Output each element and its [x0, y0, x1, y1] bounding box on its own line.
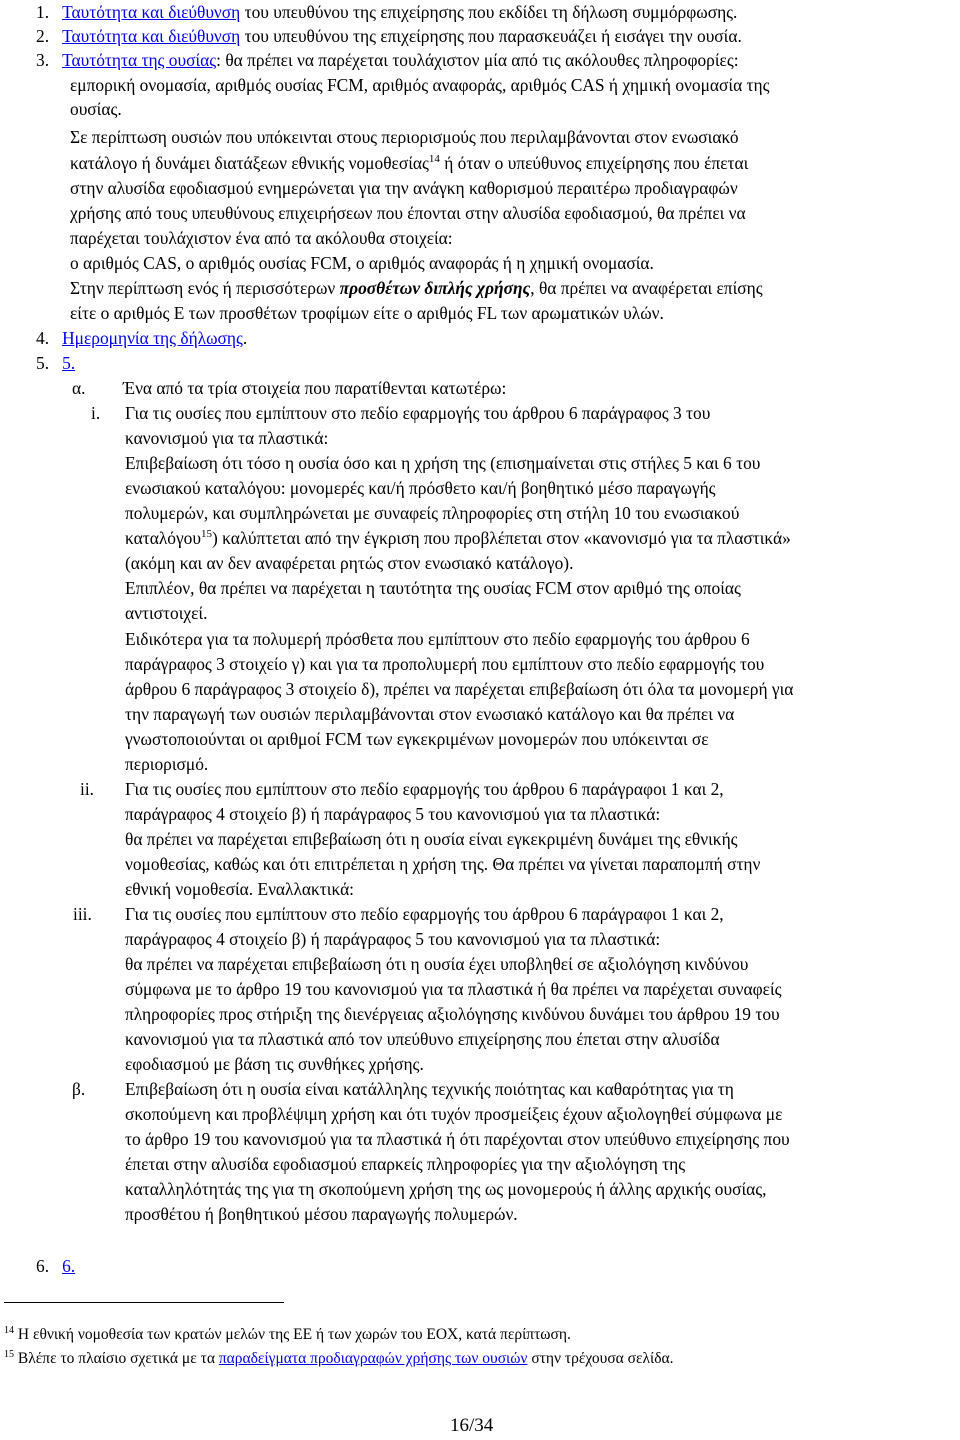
text-line: γνωστοποιούνται οι αριθμοί FCM των εγκεκριμένων μονομερών που υπόκεινται σε: [125, 729, 709, 749]
text-line: ενωσιακού καταλόγου: μονομερές και/ή πρόσθετο και/ή βοηθητικό μέσο παραγωγής: [125, 478, 716, 498]
text-line: θα πρέπει να παρέχεται επιβεβαίωση ότι η ουσία έχει υποβληθεί σε αξιολόγηση κινδύνου: [125, 954, 749, 974]
sub-item-alpha-label: α.: [72, 378, 86, 398]
footnote-text: Η εθνική νομοθεσία των κρατών μελών της ΕΕ ή των χωρών του ΕΟΧ, κατά περίπτωση.: [14, 1326, 571, 1343]
text-line: περιορισμό.: [125, 754, 209, 774]
text-line: την παραγωγή των ουσιών περιλαμβάνονται στον ενωσιακό κατάλογο και θα πρέπει να: [125, 704, 735, 724]
text-line: [125, 526, 791, 550]
declaration-date-link[interactable]: Ημερομηνία της δήλωσης: [62, 328, 243, 348]
text-line: [70, 276, 763, 300]
text-line: σύμφωνα με το άρθρο 19 του κανονισμού για τα πλαστικά ή θα πρέπει να παρέχεται συναφείς: [125, 979, 782, 999]
text-line: κανονισμού για τα πλαστικά:: [125, 428, 329, 448]
text-line: θα πρέπει να παρέχεται επιβεβαίωση ότι η ουσία είναι εγκεκριμένη δυνάμει της εθνικής: [125, 829, 738, 849]
page-number: 16/34: [450, 1415, 494, 1436]
item-number: 5.: [36, 353, 50, 373]
footnote-text: Βλέπε το πλαίσιο σχετικά με τα: [14, 1350, 219, 1367]
text-fragment: ή όταν ο υπεύθυνος επιχείρησης που έπεται: [439, 153, 749, 173]
dual-use-additives-term: προσθέτων διπλής χρήσης: [339, 278, 531, 298]
text-line: Ειδικότερα για τα πολυμερή πρόσθετα που εμπίπτουν στο πεδίο εφαρμογής του άρθρου 6: [125, 629, 750, 649]
text-line: παρέχεται τουλάχιστον ένα από τα ακόλουθα στοιχεία:: [70, 228, 453, 248]
text-line: αντιστοιχεί.: [125, 603, 208, 623]
item-text: .: [242, 328, 248, 348]
text-line: εφοδιασμού με βάση τις συνθήκες χρήσης.: [125, 1054, 424, 1074]
text-fragment: καταλόγου: [125, 528, 201, 548]
text-line: Σε περίπτωση ουσιών που υπόκεινται στους περιορισμούς που περιλαμβάνονται στον ενωσιακό: [70, 127, 739, 147]
footnote-ref-15[interactable]: 15: [200, 528, 212, 541]
footnote-ref-14[interactable]: 14: [428, 153, 440, 166]
text-line: [70, 151, 748, 175]
footnote-text: στην τρέχουσα σελίδα.: [527, 1350, 674, 1367]
item-number: 1.: [36, 2, 50, 22]
list-item-1: [36, 0, 737, 24]
roman-label-ii: ii.: [80, 779, 95, 799]
list-item-3: [36, 48, 739, 72]
footnote-number: 15: [4, 1348, 14, 1360]
text-line: εθνική νομοθεσία. Εναλλακτικά:: [125, 879, 355, 899]
sub-item-beta-label: β.: [72, 1079, 86, 1099]
footnote-15: [4, 1348, 674, 1370]
text-line: παράγραφος 4 στοιχείο β) ή παράγραφος 5 του κανονισμού για τα πλαστικά:: [125, 929, 661, 949]
item-number: 6.: [36, 1256, 50, 1276]
text-line: Για τις ουσίες που εμπίπτουν στο πεδίο εφαρμογής του άρθρου 6 παράγραφοι 1 και 2,: [125, 904, 724, 924]
item-6-link[interactable]: 6.: [62, 1256, 76, 1276]
substance-identity-link[interactable]: Ταυτότητα της ουσίας: [62, 50, 217, 70]
list-item-5: [36, 351, 75, 375]
list-item-2: [36, 24, 742, 48]
text-fragment: ) καλύπτεται από την έγκριση που προβλέπεται στον «κανονισμό για τα πλαστικά»: [211, 528, 791, 548]
text-fragment: , θα πρέπει να αναφέρεται επίσης: [530, 278, 763, 298]
text-line: προσθέτου ή βοηθητικού μέσου παραγωγής πολυμερών.: [125, 1204, 518, 1224]
item-text: του υπευθύνου της επιχείρησης που εκδίδει τη δήλωση συμμόρφωσης.: [240, 2, 738, 22]
text-line: παράγραφος 3 στοιχείο γ) και για τα προπολυμερή που εμπίπτουν στο πεδίο εφαρμογής του: [125, 654, 765, 674]
text-line: ουσίας.: [70, 99, 122, 119]
footnote-number: 14: [4, 1324, 14, 1336]
text-line: άρθρου 6 παράγραφος 3 στοιχείο δ), πρέπει να παρέχεται επιβεβαίωση ότι όλα τα μονομερή για: [125, 679, 794, 699]
footnote-separator: [4, 1302, 284, 1303]
roman-label-iii: iii.: [73, 904, 92, 924]
text-line: είτε ο αριθμός Ε των προσθέτων τροφίμων είτε ο αριθμός FL των αρωματικών υλών.: [70, 303, 664, 323]
item-text: : θα πρέπει να παρέχεται τουλάχιστον μία από τις ακόλουθες πληροφορίες:: [216, 50, 739, 70]
text-line: παράγραφος 4 στοιχείο β) ή παράγραφος 5 του κανονισμού για τα πλαστικά:: [125, 804, 661, 824]
text-line: κανονισμού για τα πλαστικά από τον υπεύθυνο επιχείρησης που έπεται στην αλυσίδα: [125, 1029, 720, 1049]
text-fragment: κατάλογο ή δυνάμει διατάξεων εθνικής νομοθεσίας: [70, 153, 429, 173]
text-line: ο αριθμός CAS, ο αριθμός ουσίας FCM, ο αριθμός αναφοράς ή η χημική ονομασία.: [70, 253, 654, 273]
sub-item-alpha-text: Ένα από τα τρία στοιχεία που παρατίθενται κατωτέρω:: [123, 378, 507, 398]
text-line: νομοθεσίας, καθώς και ότι επιτρέπεται η χρήση της. Θα πρέπει να γίνεται παραπομπή στην: [125, 854, 761, 874]
list-item-4: [36, 326, 247, 350]
identity-address-link[interactable]: Ταυτότητα και διεύθυνση: [62, 2, 241, 22]
item-5-link[interactable]: 5.: [62, 353, 76, 373]
text-line: σκοπούμενη και προβλέψιμη χρήση και ότι τυχόν προσμείξεις έχουν αξιολογηθεί σύμφωνα με: [125, 1104, 783, 1124]
text-line: καταλληλότητάς της για τη σκοπούμενη χρήση της ως μονομερούς ή άλλης αρχικής ουσίας,: [125, 1179, 767, 1199]
text-line: Επιπλέον, θα πρέπει να παρέχεται η ταυτότητα της ουσίας FCM στον αριθμό της οποίας: [125, 578, 741, 598]
text-line: στην αλυσίδα εφοδιασμού ενημερώνεται για την ανάγκη καθορισμού περαιτέρω προδιαγραφών: [70, 178, 738, 198]
text-line: πολυμερών, και συμπληρώνεται με συναφείς πληροφορίες στη στήλη 10 του ενωσιακού: [125, 503, 740, 523]
text-line: Επιβεβαίωση ότι τόσο η ουσία όσο και η χρήση της (επισημαίνεται στις στήλες 5 και 6 του: [125, 453, 761, 473]
text-line: εμπορική ονομασία, αριθμός ουσίας FCM, αριθμός αναφοράς, αριθμός CAS ή χημική ονομασία της: [70, 75, 770, 95]
text-line: πληροφορίες προς στήριξη της διενέργειας αξιολόγησης κινδύνου δυνάμει του άρθρου 19 του: [125, 1004, 780, 1024]
text-line: Για τις ουσίες που εμπίπτουν στο πεδίο εφαρμογής του άρθρου 6 παράγραφοι 1 και 2,: [125, 779, 724, 799]
item-number: 3.: [36, 50, 50, 70]
text-line: Επιβεβαίωση ότι η ουσία είναι κατάλληλης τεχνικής ποιότητας και καθαρότητας για τη: [125, 1079, 734, 1099]
text-line: έπεται στην αλυσίδα εφοδιασμού επαρκείς πληροφορίες για την αξιολόγηση της: [125, 1154, 686, 1174]
text-line: χρήσης από τους υπευθύνους επιχειρήσεων που έπονται στην αλυσίδα εφοδιασμού, θα πρέπει να: [70, 203, 746, 223]
text-line: (ακόμη και αν δεν αναφέρεται ρητώς στον ενωσιακό κατάλογο).: [125, 553, 574, 573]
usage-specification-examples-link[interactable]: παραδείγματα προδιαγραφών χρήσης των ουσιών: [218, 1350, 528, 1367]
item-text: του υπευθύνου της επιχείρησης που παρασκευάζει ή εισάγει την ουσία.: [240, 26, 742, 46]
text-fragment: Στην περίπτωση ενός ή περισσότερων: [70, 278, 340, 298]
list-item-6: [36, 1254, 75, 1278]
footnote-14: [4, 1324, 571, 1346]
text-line: Για τις ουσίες που εμπίπτουν στο πεδίο εφαρμογής του άρθρου 6 παράγραφος 3 του: [125, 403, 711, 423]
text-line: το άρθρο 19 του κανονισμού για τα πλαστικά ή ότι παρέχονται στον υπεύθυνο επιχείρησης που: [125, 1129, 790, 1149]
item-number: 4.: [36, 328, 50, 348]
identity-address-link-2[interactable]: Ταυτότητα και διεύθυνση: [62, 26, 241, 46]
item-number: 2.: [36, 26, 50, 46]
roman-label-i: i.: [91, 403, 101, 423]
